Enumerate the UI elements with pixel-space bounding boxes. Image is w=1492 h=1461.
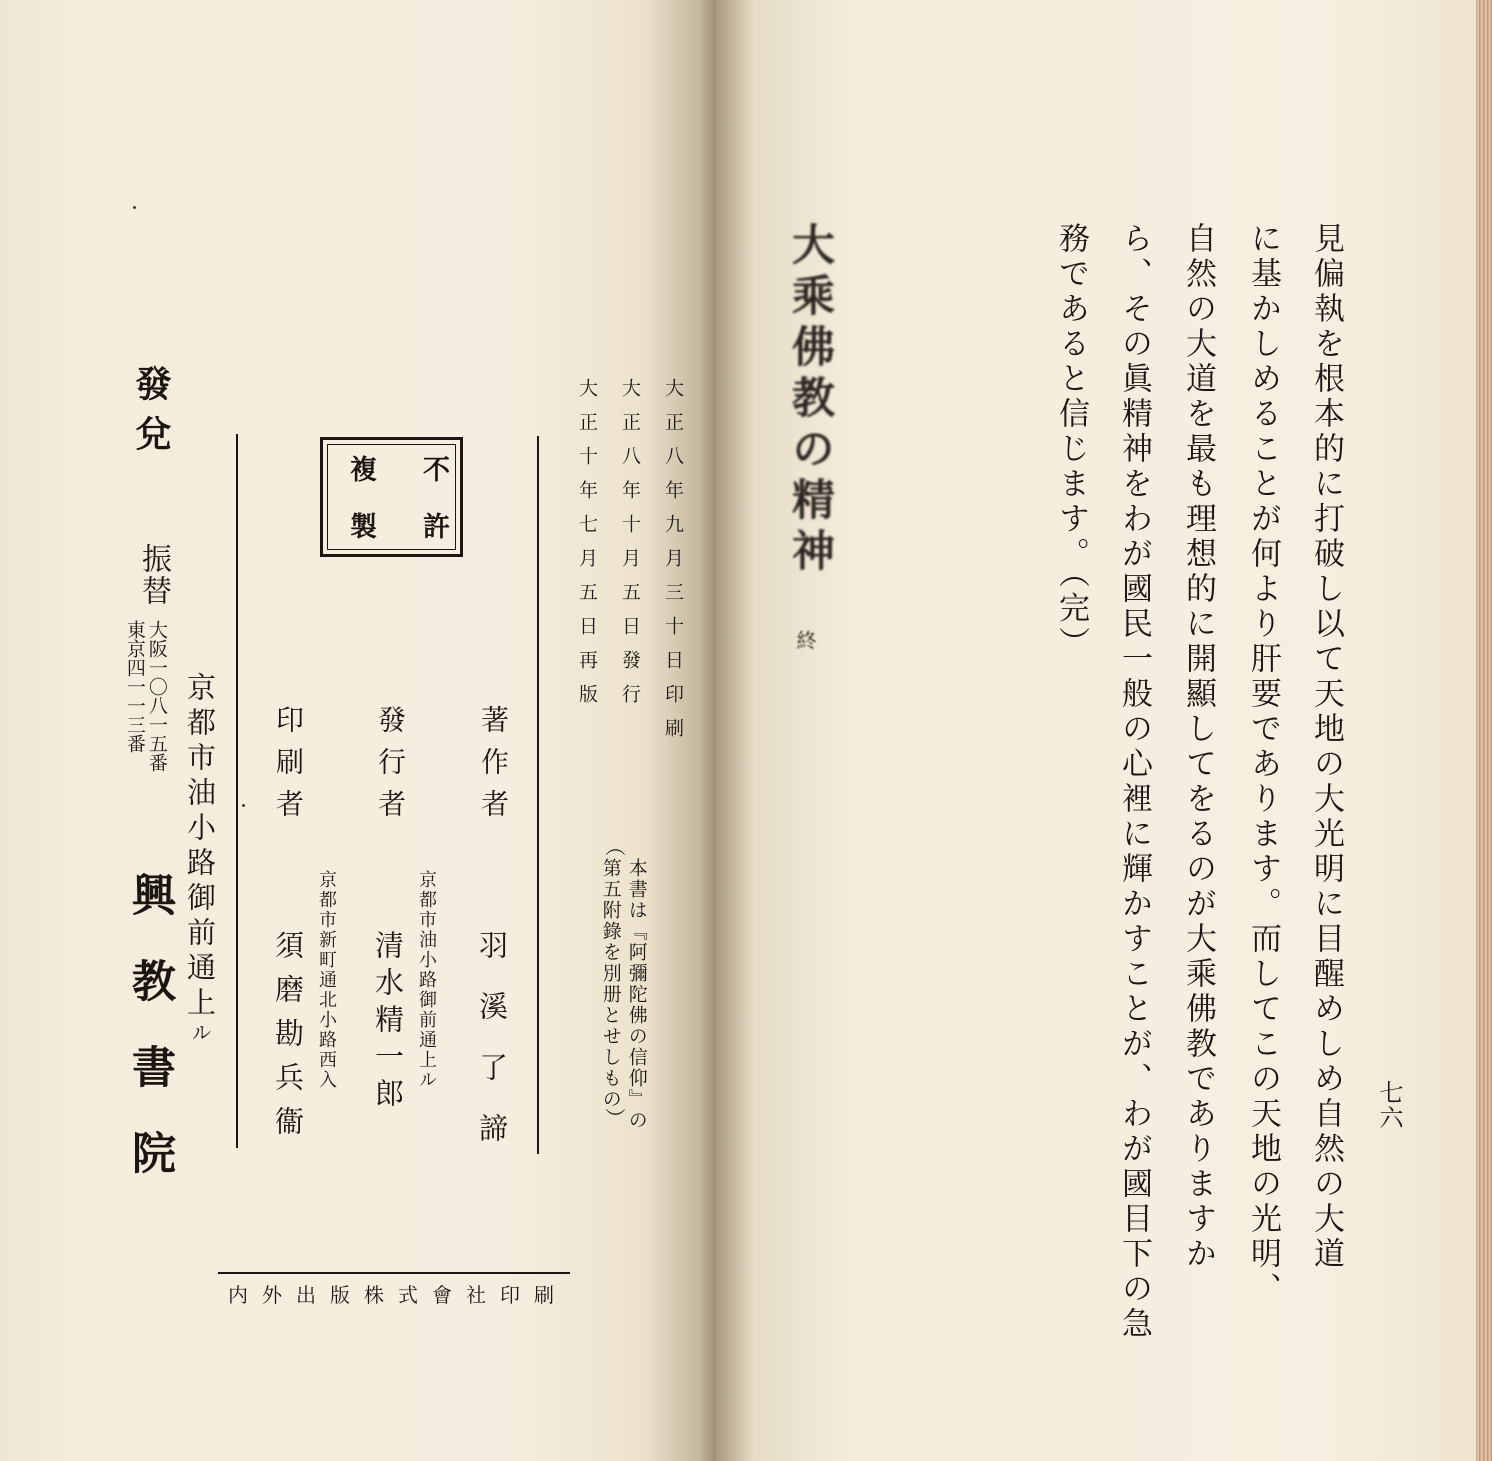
credits-rule-left [236, 434, 238, 1148]
body-column-2: に基かしめることが何より肝要であります。而してこの天地の光明、 [1245, 222, 1281, 1307]
page-edges [1476, 0, 1492, 1461]
account-osaka: 大阪一〇八一五番 [145, 620, 168, 772]
publisher-address-text: 京都市油小路御前通上 [183, 672, 217, 1022]
note-line-1: 本書は『阿彌陀佛の信仰』の [625, 858, 648, 1131]
printer-address: 京都市新町通北小路西入 [316, 870, 337, 1090]
issuer-role: 發行者 [374, 705, 407, 831]
printer-rule [218, 1272, 570, 1274]
book-title-end: 大乘佛教の精神 [785, 222, 835, 579]
copyright-text-right: 不許 [418, 455, 449, 569]
issuer-address: 京都市油小路御前通上ル [416, 870, 437, 1090]
printer-name: 須磨勘兵衞 [271, 930, 305, 1150]
page-number: 七六 [1375, 1080, 1403, 1130]
note-close-paren: ︶ [602, 1108, 626, 1128]
author-name: 羽溪了諦 [475, 930, 509, 1174]
left-page-colophon [0, 0, 716, 1461]
right-page-text [716, 0, 1476, 1461]
credits-rule-right [537, 436, 539, 1154]
furikae-label: 振替 [136, 543, 171, 607]
issuer-name: 清水精一郎 [371, 930, 405, 1115]
print-date-3: 大正十年七月五日再版 [576, 378, 598, 718]
copyright-text-left: 複製 [345, 455, 376, 569]
note-open-paren: ︵ [602, 836, 626, 856]
printer-company: 内外出版株式會社印刷 [228, 1283, 568, 1307]
publisher-address [180, 672, 221, 1048]
note-line-2: 第五附錄を別册とせしもの [599, 858, 622, 1110]
print-speck [242, 804, 245, 807]
publisher-label: 發兌 [130, 365, 172, 465]
body-column-4: ら、その眞精神をわが國民一般の心裡に輝かすことが、わが國目下の急 [1116, 222, 1152, 1342]
account-tokyo: 東京四一一三番 [123, 620, 146, 753]
print-speck [133, 206, 136, 209]
print-date-1: 大正八年九月三十日印刷 [662, 378, 684, 752]
body-column-3: 自然の大道を最も理想的に開顯してをるのが大乘佛教でありますか [1180, 222, 1216, 1272]
publisher-name: 興教書院 [124, 872, 175, 1216]
body-column-5: 務であると信じます。（完） [1053, 222, 1089, 662]
printer-role: 印刷者 [272, 705, 305, 831]
print-date-2: 大正八年十月五日發行 [619, 378, 641, 718]
title-end-mark: 終 [793, 630, 817, 650]
body-column-1: 見偏執を根本的に打破し以て天地の大光明に目醒めしめ自然の大道 [1308, 222, 1344, 1272]
author-role: 著作者 [477, 705, 510, 831]
publisher-address-suffix: ル [188, 1022, 212, 1048]
